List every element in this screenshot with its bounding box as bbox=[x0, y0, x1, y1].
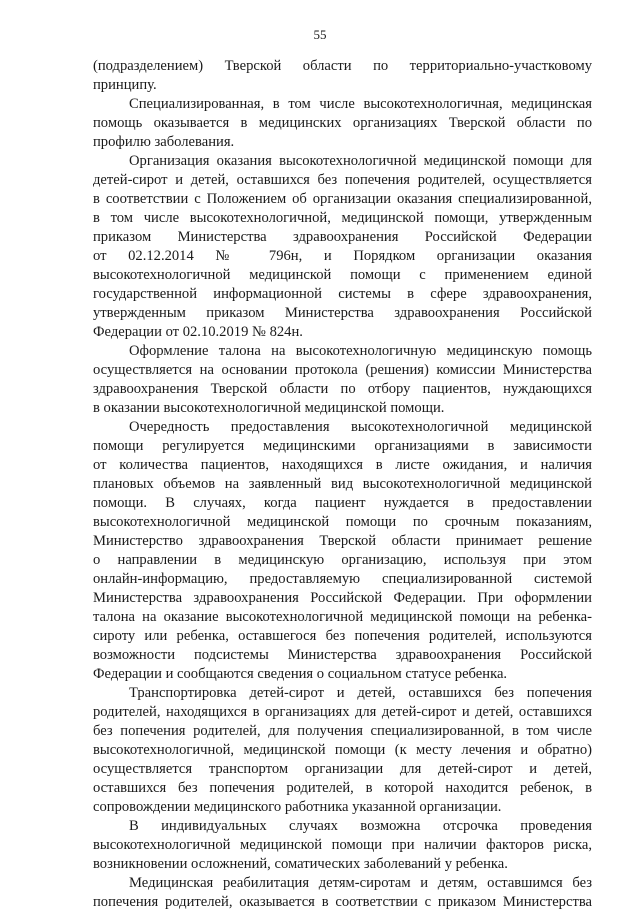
text-line: в соответствии с Положением об организации оказания специализированной, bbox=[93, 191, 592, 207]
text-line: от 02.12.2014 № 796н, и Порядком организации оказания bbox=[93, 248, 592, 264]
text-line: Министерство здравоохранения Тверской области принимает решение bbox=[93, 533, 592, 549]
text-line: о направлении в медицинскую организацию, используя при этом bbox=[93, 552, 592, 568]
text-line: Оформление талона на высокотехнологичную медицинскую помощь bbox=[129, 343, 592, 359]
text-line: возникновении осложнений, соматических заболеваний у ребенка. bbox=[93, 856, 508, 872]
text-line: В индивидуальных случаях возможна отсрочка проведения bbox=[129, 818, 592, 834]
text-line: профилю заболевания. bbox=[93, 134, 235, 150]
page-number: 55 bbox=[313, 27, 327, 42]
text-line: осуществляется на основании протокола (решения) комиссии Министерства bbox=[93, 362, 592, 378]
text-line: плановых объемов на заявленный вид высокотехнологичной медицинской bbox=[93, 476, 592, 492]
text-line: утвержденным приказом Министерства здравоохранения Российской bbox=[93, 305, 592, 321]
text-line: детей-сирот и детей, оставшихся без попечения родителей, осуществляется bbox=[93, 172, 592, 188]
text-line: здравоохранения Тверской области по отбору пациентов, нуждающихся bbox=[93, 381, 592, 397]
text-line: осуществляется транспортом организации для детей-сирот и детей, bbox=[93, 761, 592, 777]
text-line: сироту или ребенка, оставшегося без попечения родителей, используются bbox=[93, 628, 592, 644]
text-line: оставшихся без попечения родителей, в которой находится ребенок, в bbox=[93, 780, 592, 796]
text-line: принципу. bbox=[93, 77, 157, 93]
text-line: помощи регулируется медицинскими организациями в зависимости bbox=[93, 438, 592, 454]
text-line: Организация оказания высокотехнологичной медицинской помощи для bbox=[129, 153, 592, 169]
text-line: помощи. В случаях, когда пациент нуждается в предоставлении bbox=[93, 495, 592, 511]
text-line: приказом Министерства здравоохранения Российской Федерации bbox=[93, 229, 592, 245]
text-line: без попечения родителей, для получения специализированной, в том числе bbox=[93, 723, 592, 739]
text-line: попечения родителей, оказывается в соответствии с приказом Министерства bbox=[93, 894, 592, 910]
text-line: сопровождении медицинского работника указанной организации. bbox=[93, 799, 502, 815]
text-line: помощь оказывается в медицинских организациях Тверской области по bbox=[93, 115, 592, 131]
text-line: высокотехнологичной, медицинской помощи (к месту лечения и обратно) bbox=[93, 742, 592, 758]
text-line: Очередность предоставления высокотехнологичной медицинской bbox=[129, 419, 592, 435]
document-body bbox=[93, 57, 592, 912]
text-line: государственной информационной системы в сфере здравоохранения, bbox=[93, 286, 592, 302]
text-line: в том числе высокотехнологичной, медицинской помощи, утвержденным bbox=[93, 210, 592, 226]
text-line: Федерации и сообщаются сведения о социальном статусе ребенка. bbox=[93, 666, 508, 682]
text-line: родителей, находящихся в организациях для детей-сирот и детей, оставшихся bbox=[93, 704, 592, 720]
text-line: от количества пациентов, находящихся в листе ожидания, и наличия bbox=[93, 457, 592, 473]
text-line: талона на оказание высокотехнологичной медицинской помощи на ребенка- bbox=[93, 609, 592, 625]
text-line: Министерства здравоохранения Российской Федерации. При оформлении bbox=[93, 590, 592, 606]
text-line: в оказании высокотехнологичной медицинской помощи. bbox=[93, 400, 445, 416]
text-line: Транспортировка детей-сирот и детей, оставшихся без попечения bbox=[129, 685, 592, 701]
text-line: высокотехнологичной медицинской помощи с применением единой bbox=[93, 267, 592, 283]
text-line: возможности подсистемы Министерства здравоохранения Российской bbox=[93, 647, 592, 663]
text-line: Медицинская реабилитация детям-сиротам и детям, оставшимся без bbox=[129, 875, 592, 891]
text-line: высокотехнологичной медицинской помощи при наличии факторов риска, bbox=[93, 837, 592, 853]
text-line: Специализированная, в том числе высокотехнологичная, медицинская bbox=[129, 96, 592, 112]
text-line: Федерации от 02.10.2019 № 824н. bbox=[93, 324, 303, 340]
text-line: онлайн-информацию, предоставляемую специализированной системой bbox=[93, 571, 592, 587]
text-line: (подразделением) Тверской области по территориально-участковому bbox=[93, 58, 592, 74]
text-line: высокотехнологичной медицинской помощи по срочным показаниям, bbox=[93, 514, 592, 530]
